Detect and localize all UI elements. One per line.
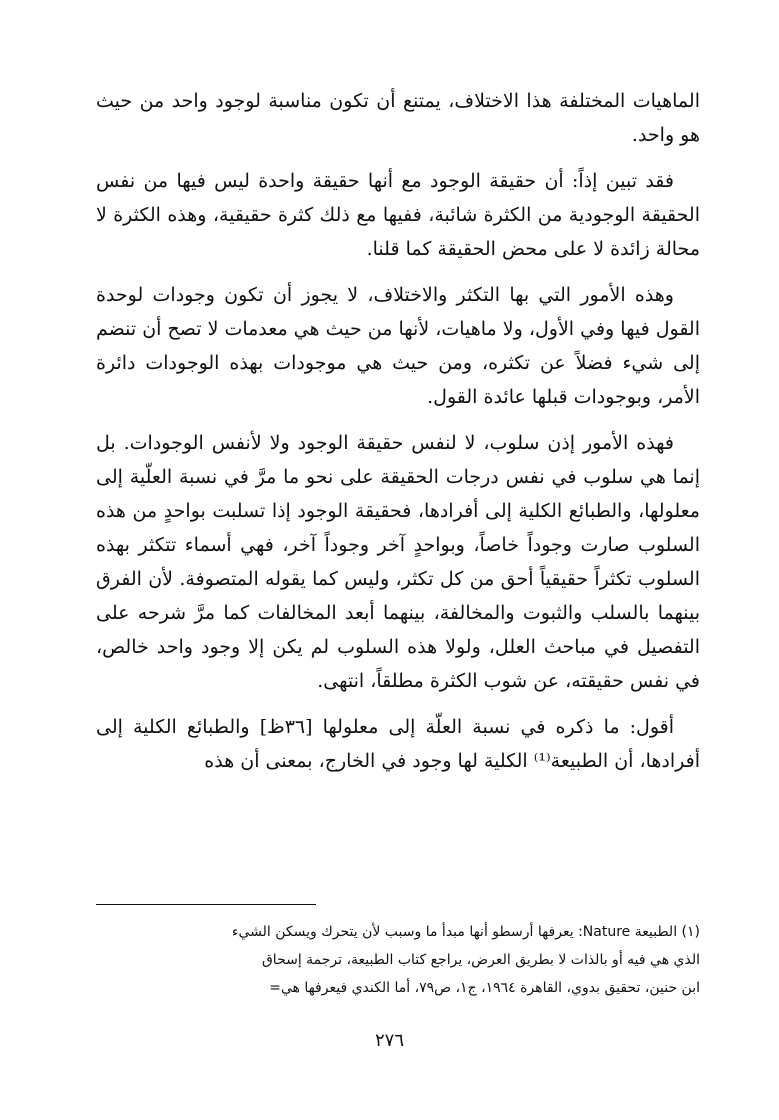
footnote-separator	[96, 904, 316, 905]
paragraph-3-line-4: هي موجودات بهذه الوجودات دائرة الأمر، وبوجودات قبلها عائدة	[96, 352, 700, 408]
paragraph-3-line-2: وجودات لوحدة القول فيها وفي الأول، ولا ماهيات، لأنها من حيث	[96, 284, 701, 340]
paragraph-4-line-7: والمخالفة، بينهما أبعد المخالفات كما مرَّ شرحه على التفصيل في	[96, 602, 700, 658]
paragraph-1	[96, 84, 700, 152]
paragraph-4-line-5: وجوداً آخر، فهي أسماء تتكثر بهذه السلوب تكثراً حقيقياً أحق من كل	[96, 534, 700, 590]
paragraph-3	[96, 278, 700, 414]
paragraph-2-line-1: فقد تبين إذاً: أن حقيقة الوجود مع أنها حقيقة واحدة ليس فيها من	[135, 170, 674, 192]
footnote-1	[96, 918, 700, 1002]
footnote-1-line-3: ابن حنين، تحقيق بدوي، القاهرة ١٩٦٤، ج١، ص٧٩، أما الكندي فيعرفها هي=	[269, 980, 700, 996]
page-number: ٢٧٦	[374, 1030, 404, 1051]
paragraph-3-line-1: وهذه الأمور التي بها التكثر والاختلاف، لا يجوز أن تكون	[214, 284, 674, 306]
paragraph-3-line-3: هي معدمات لا تصح أن تنضم إلى شيء فضلاً عن تكثره، ومن حيث	[96, 318, 700, 374]
paragraph-2-line-2: نفس الحقيقة الوجودية من الكثرة شائبة، ففيها مع ذلك كثرة حقيقية،	[96, 170, 700, 226]
paragraph-4-line-9: نفس حقيقته، عن شوب الكثرة مطلقاً، انتهى.	[317, 670, 670, 692]
paragraph-2-line-3: وهذه الكثرة لا محالة زائدة لا على محض الحقيقة كما قلنا.	[96, 204, 700, 260]
paragraph-4-line-2: الوجودات. بل إنما هي سلوب في نفس درجات الحقيقة على نحو ما مرَّ	[96, 432, 700, 488]
paragraph-4-line-6: تكثر، وليس كما يقوله المتصوفة. لأن الفرق بينهما بالسلب والثبوت	[96, 568, 700, 624]
paragraph-4-line-1: فهذه الأمور إذن سلوب، لا لنفس حقيقة الوجود ولا لأنفس	[203, 432, 675, 454]
footnotes	[96, 918, 700, 1002]
paragraph-1-line-1: الماهيات المختلفة هذا الاختلاف، يمتنع أن تكون مناسبة لوجود واحد	[164, 90, 700, 112]
paragraph-4-line-4: إذا تسلبت بواحدٍ من هذه السلوب صارت وجوداً خاصاً، وبواحدٍ آخر	[96, 500, 700, 556]
paragraph-2	[96, 164, 700, 266]
paragraph-1-line-2: من حيث هو واحد.	[96, 90, 700, 146]
paragraph-4	[96, 426, 700, 698]
paragraph-3-line-5: القول.	[427, 386, 478, 408]
book-page-body	[96, 84, 700, 778]
paragraph-5-line-2: إلى أفرادها، أن الطبيعة⁽¹⁾ الكلية لها وجود في الخارج، بمعنى أن هذه	[96, 716, 700, 772]
footnote-1-line-2: الذي هي فيه أو بالذات لا بطريق العرض، يراجع كتاب الطبيعة، ترجمة إسحاق	[261, 952, 700, 968]
footnote-1-line-1: (١) الطبيعة Nature: يعرفها أرسطو أنها مبدأ ما وسبب لأن يتحرك ويسكن الشيء	[231, 924, 700, 940]
paragraph-5-line-1: أقول: ما ذكره في نسبة العلّة إلى معلولها [٣٦ظ] والطبائع الكلية	[122, 716, 675, 738]
paragraph-4-line-8: مباحث العلل، ولولا هذه السلوب لم يكن إلا وجود واحد خالص، في	[96, 636, 700, 692]
paragraph-4-line-3: في نسبة العلّية إلى معلولها، والطبائع الكلية إلى أفرادها، فحقيقة الوجود	[96, 466, 700, 522]
paragraph-5	[96, 710, 700, 778]
